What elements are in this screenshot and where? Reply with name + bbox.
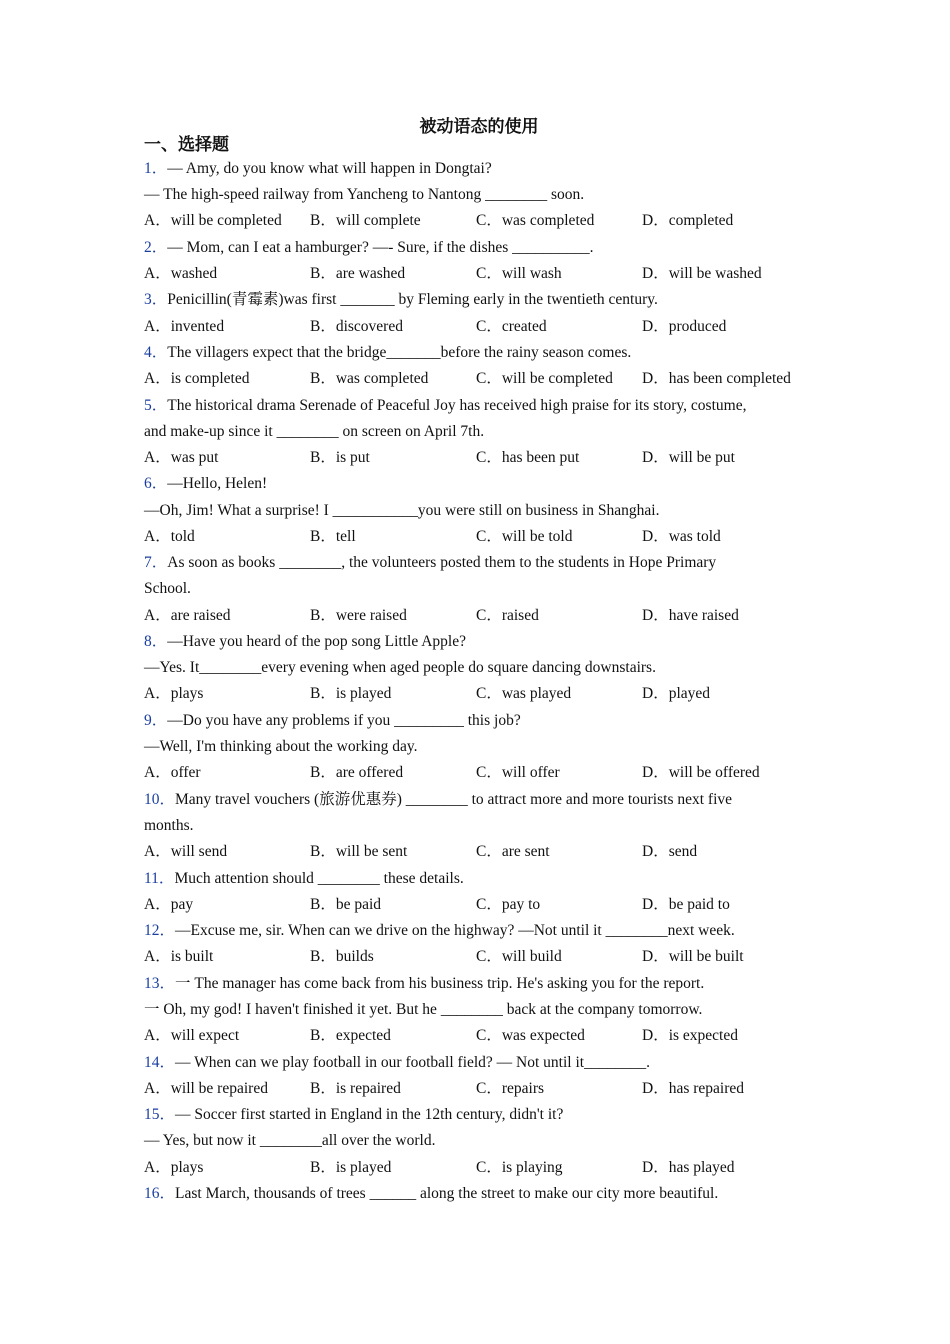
option-c: C．was played [476, 685, 572, 703]
question-number: 16． [144, 1184, 176, 1202]
option-c: C．repairs [476, 1079, 545, 1097]
answer-options [144, 603, 814, 629]
option-a: A．washed [144, 265, 218, 283]
question-number: 4． [144, 344, 168, 362]
option-b: B．discovered [310, 317, 403, 335]
option-d: D．has been completed [642, 370, 791, 388]
question-text: As soon as books ________, the volunteers posted them to the students in Hope Primary [167, 554, 717, 572]
question-8 [144, 629, 814, 708]
question-number: 7． [144, 554, 168, 572]
question-number: 1． [144, 160, 168, 177]
question-9 [144, 708, 814, 787]
question-stem-continued [144, 498, 814, 524]
option-d: D．is expected [642, 1027, 738, 1045]
option-c: C．pay to [476, 895, 541, 913]
answer-options [144, 1076, 814, 1102]
question-3 [144, 287, 814, 340]
question-stem [144, 340, 814, 366]
question-text: Penicillin(青霉素)was first _______ by Fleming early in the twentieth century. [167, 291, 658, 309]
answer-options [144, 1155, 814, 1181]
question-text: Last March, thousands of trees ______ along the street to make our city more beautiful. [175, 1184, 719, 1202]
question-stem-continued [144, 576, 814, 602]
question-7 [144, 550, 814, 629]
question-6 [144, 471, 814, 550]
question-stem [144, 708, 814, 734]
option-b: B．were raised [310, 606, 407, 624]
question-number: 6． [144, 475, 168, 493]
question-number: 15． [144, 1106, 176, 1124]
option-a: A．plays [144, 1158, 204, 1176]
option-a: A．are raised [144, 606, 231, 624]
question-number: 8． [144, 633, 168, 651]
option-b: B．are offered [310, 764, 404, 782]
question-14 [144, 1050, 814, 1103]
question-stem-continued [144, 419, 814, 445]
question-stem [144, 287, 814, 313]
answer-options [144, 944, 814, 970]
option-c: C．has been put [476, 449, 580, 467]
option-b: B．will be sent [310, 843, 408, 861]
question-number: 11． [144, 869, 175, 887]
question-text: 一 The manager has come back from his business trip. He's asking you for the report. [175, 974, 705, 992]
question-text: — Mom, can I eat a hamburger? —- Sure, if the dishes __________. [167, 238, 594, 256]
question-text: Much attention should ________ these details. [174, 869, 464, 887]
option-d: D．has repaired [642, 1079, 744, 1097]
question-text: —Yes. It________every evening when aged people do square dancing downstairs. [144, 659, 656, 677]
question-list [144, 156, 814, 1207]
question-stem [144, 156, 814, 182]
question-text: The historical drama Serenade of Peaceful Joy has received high praise for its story, costume, [167, 396, 747, 414]
option-d: D．will be offered [642, 764, 760, 782]
document-page [144, 116, 814, 1207]
option-d: D．was told [642, 527, 721, 545]
option-b: B．is played [310, 1158, 392, 1176]
section-heading: 一、选择题 [144, 135, 229, 155]
question-text: —Excuse me, sir. When can we drive on the highway? —Not until it ________next week. [175, 922, 735, 940]
question-1 [144, 156, 814, 235]
question-13 [144, 971, 814, 1050]
option-a: A．will expect [144, 1027, 240, 1045]
option-d: D．have raised [642, 606, 739, 624]
question-text: —Hello, Helen! [167, 475, 268, 493]
option-d: D．played [642, 685, 711, 703]
option-d: D．will be put [642, 449, 735, 467]
option-a: A．will be completed [144, 212, 282, 230]
question-stem [144, 866, 814, 892]
question-5 [144, 393, 814, 472]
option-a: A．told [144, 527, 195, 545]
question-stem [144, 1181, 814, 1207]
question-stem-continued [144, 655, 814, 681]
option-d: D．will be washed [642, 265, 762, 283]
question-text: —Well, I'm thinking about the working day. [144, 738, 418, 756]
option-b: B．was completed [310, 370, 429, 388]
option-d: D．send [642, 843, 698, 861]
question-stem [144, 629, 814, 655]
answer-options [144, 760, 814, 786]
option-b: B．be paid [310, 895, 382, 913]
option-a: A．is built [144, 948, 214, 966]
question-stem [144, 471, 814, 497]
option-b: B．builds [310, 948, 374, 966]
option-b: B．will complete [310, 212, 421, 230]
option-d: D．be paid to [642, 895, 730, 913]
question-stem-continued [144, 182, 814, 208]
question-number: 12． [144, 922, 176, 940]
question-text: — When can we play football in our football field? — Not until it________. [175, 1053, 650, 1071]
option-a: A．was put [144, 449, 219, 467]
option-c: C．raised [476, 606, 539, 624]
option-d: D．completed [642, 212, 734, 230]
option-c: C．was completed [476, 212, 595, 230]
question-stem-continued [144, 734, 814, 760]
option-c: C．created [476, 317, 547, 335]
option-a: A．pay [144, 895, 194, 913]
question-text: 一 Oh, my god! I haven't finished it yet. But he ________ back at the company tomorrow. [144, 1000, 703, 1018]
question-16 [144, 1181, 814, 1207]
answer-options [144, 1023, 814, 1049]
option-a: A．will be repaired [144, 1079, 268, 1097]
question-number: 10． [144, 790, 176, 808]
option-b: B．are washed [310, 265, 406, 283]
option-a: A．offer [144, 764, 201, 782]
question-text: — The high-speed railway from Yancheng to Nantong ________ soon. [144, 186, 585, 204]
page-title: 被动语态的使用 [419, 117, 539, 137]
question-text: — Amy, do you know what will happen in Dongtai? [167, 160, 492, 177]
question-stem-continued [144, 1128, 814, 1154]
question-text: —Do you have any problems if you _________ this job? [167, 711, 521, 729]
question-number: 2． [144, 238, 168, 256]
option-b: B．is put [310, 449, 370, 467]
question-number: 3． [144, 291, 168, 309]
question-2 [144, 235, 814, 288]
option-b: B．expected [310, 1027, 391, 1045]
answer-options [144, 445, 814, 471]
option-d: D．produced [642, 317, 727, 335]
option-c: C．was expected [476, 1027, 585, 1045]
question-stem [144, 787, 814, 813]
question-text: The villagers expect that the bridge_______before the rainy season comes. [167, 344, 632, 362]
answer-options [144, 366, 814, 392]
question-number: 14． [144, 1053, 176, 1071]
question-15 [144, 1102, 814, 1181]
question-text: —Have you heard of the pop song Little Apple? [167, 633, 466, 651]
option-c: C．will build [476, 948, 562, 966]
option-c: C．is playing [476, 1158, 563, 1176]
answer-options [144, 208, 814, 234]
option-a: A．invented [144, 317, 225, 335]
question-stem-continued [144, 997, 814, 1023]
answer-options [144, 524, 814, 550]
option-c: C．will be told [476, 527, 573, 545]
option-b: B．is repaired [310, 1079, 401, 1097]
question-stem [144, 235, 814, 261]
answer-options [144, 261, 814, 287]
question-10 [144, 787, 814, 866]
option-c: C．will wash [476, 265, 562, 283]
option-b: B．tell [310, 527, 356, 545]
answer-options [144, 314, 814, 340]
option-a: A．is completed [144, 370, 250, 388]
option-d: D．will be built [642, 948, 744, 966]
option-c: C．will offer [476, 764, 560, 782]
question-text: School. [144, 580, 191, 598]
answer-options [144, 892, 814, 918]
question-text: months. [144, 816, 194, 834]
question-text: Many travel vouchers (旅游优惠券) ________ to attract more and more tourists next five [175, 790, 733, 808]
question-stem [144, 971, 814, 997]
option-a: A．plays [144, 685, 204, 703]
question-number: 5． [144, 396, 168, 414]
option-c: C．will be completed [476, 370, 613, 388]
question-12 [144, 918, 814, 971]
option-c: C．are sent [476, 843, 550, 861]
question-stem [144, 1102, 814, 1128]
question-stem [144, 393, 814, 419]
question-text: —Oh, Jim! What a surprise! I ___________you were still on business in Shanghai. [144, 501, 660, 519]
question-number: 13． [144, 974, 176, 992]
question-text: — Soccer first started in England in the 12th century, didn't it? [175, 1106, 564, 1124]
option-d: D．has played [642, 1158, 735, 1176]
option-a: A．will send [144, 843, 228, 861]
question-number: 9． [144, 711, 168, 729]
question-stem-continued [144, 813, 814, 839]
option-b: B．is played [310, 685, 392, 703]
question-text: and make-up since it ________ on screen on April 7th. [144, 422, 485, 440]
answer-options [144, 681, 814, 707]
question-stem [144, 1050, 814, 1076]
question-text: — Yes, but now it ________all over the world. [144, 1132, 436, 1150]
question-stem [144, 550, 814, 576]
question-11 [144, 866, 814, 919]
question-4 [144, 340, 814, 393]
question-stem [144, 918, 814, 944]
answer-options [144, 839, 814, 865]
